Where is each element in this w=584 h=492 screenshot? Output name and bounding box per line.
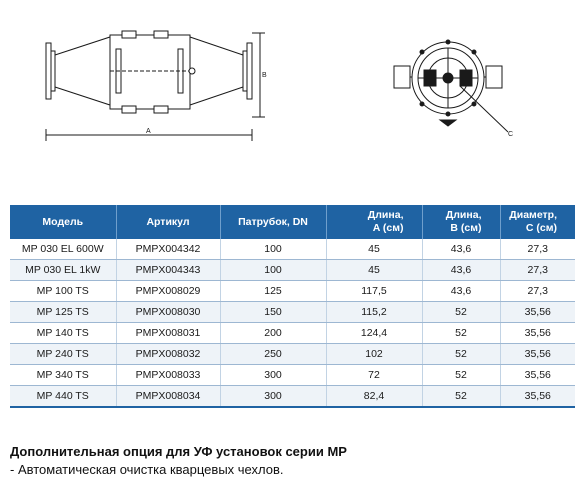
cell-length-a: 117,5: [326, 281, 422, 302]
col-header-diameter-c: Диаметр, C (см): [500, 205, 575, 239]
cell-length-a: 82,4: [326, 386, 422, 408]
cell-article: PMPX008030: [116, 302, 220, 323]
cell-length-b: 52: [422, 386, 500, 408]
table-row: [10, 323, 575, 344]
col-header-model: Модель: [10, 205, 116, 239]
cell-diameter-c: 35,56: [500, 302, 575, 323]
table-row: [10, 281, 575, 302]
cell-length-a: 115,2: [326, 302, 422, 323]
cell-length-a: 72: [326, 365, 422, 386]
cell-dn: 300: [220, 365, 326, 386]
cell-dn: 125: [220, 281, 326, 302]
cell-model: MP 340 TS: [10, 365, 116, 386]
cell-diameter-c: 27,3: [500, 260, 575, 281]
table-row: [10, 365, 575, 386]
cell-diameter-c: 35,56: [500, 323, 575, 344]
note-heading: Дополнительная опция для УФ установок серии MP: [10, 444, 347, 459]
cell-model: MP 440 TS: [10, 386, 116, 408]
table-row: [10, 260, 575, 281]
cell-dn: 300: [220, 386, 326, 408]
cell-diameter-c: 35,56: [500, 365, 575, 386]
cell-diameter-c: 35,56: [500, 386, 575, 408]
cell-article: PMPX008032: [116, 344, 220, 365]
cell-dn: 200: [220, 323, 326, 344]
cell-diameter-c: 35,56: [500, 344, 575, 365]
cell-length-b: 52: [422, 302, 500, 323]
table-row: [10, 344, 575, 365]
cell-article: PMPX008033: [116, 365, 220, 386]
cell-dn: 100: [220, 239, 326, 260]
side-view-drawing: [40, 25, 272, 145]
cell-length-a: 102: [326, 344, 422, 365]
cell-length-b: 43,6: [422, 260, 500, 281]
cell-model: MP 030 EL 600W: [10, 239, 116, 260]
cell-length-b: 43,6: [422, 239, 500, 260]
cell-length-b: 52: [422, 344, 500, 365]
cell-model: MP 240 TS: [10, 344, 116, 365]
note-line: - Автоматическая очистка кварцевых чехлов.: [10, 462, 284, 477]
table-header-row: [10, 205, 575, 239]
technical-drawings: [0, 0, 584, 200]
dim-b-label: B: [262, 72, 267, 79]
cell-length-a: 45: [326, 239, 422, 260]
table-row: [10, 239, 575, 260]
table-row: [10, 302, 575, 323]
cell-article: PMPX008029: [116, 281, 220, 302]
cell-dn: 250: [220, 344, 326, 365]
cell-model: MP 125 TS: [10, 302, 116, 323]
table-body: [10, 239, 575, 407]
dim-c-label: C: [508, 131, 514, 138]
cell-length-a: 124,4: [326, 323, 422, 344]
col-header-length-a: Длина, A (см): [326, 205, 422, 239]
col-header-article: Артикул: [116, 205, 220, 239]
cell-length-b: 43,6: [422, 281, 500, 302]
dim-a-label: A: [146, 128, 151, 135]
cell-length-a: 45: [326, 260, 422, 281]
cell-article: PMPX008034: [116, 386, 220, 408]
col-header-length-b: Длина, B (см): [422, 205, 500, 239]
cell-dn: 150: [220, 302, 326, 323]
cell-dn: 100: [220, 260, 326, 281]
spec-table: [10, 205, 575, 408]
cell-article: PMPX008031: [116, 323, 220, 344]
cell-article: PMPX004342: [116, 239, 220, 260]
cell-diameter-c: 27,3: [500, 281, 575, 302]
cell-article: PMPX004343: [116, 260, 220, 281]
table-row: [10, 386, 575, 408]
col-header-dn: Патрубок, DN: [220, 205, 326, 239]
cell-model: MP 100 TS: [10, 281, 116, 302]
cell-model: MP 140 TS: [10, 323, 116, 344]
cell-length-b: 52: [422, 365, 500, 386]
cell-model: MP 030 EL 1kW: [10, 260, 116, 281]
end-view-drawing: [390, 28, 530, 150]
cell-length-b: 52: [422, 323, 500, 344]
cell-diameter-c: 27,3: [500, 239, 575, 260]
